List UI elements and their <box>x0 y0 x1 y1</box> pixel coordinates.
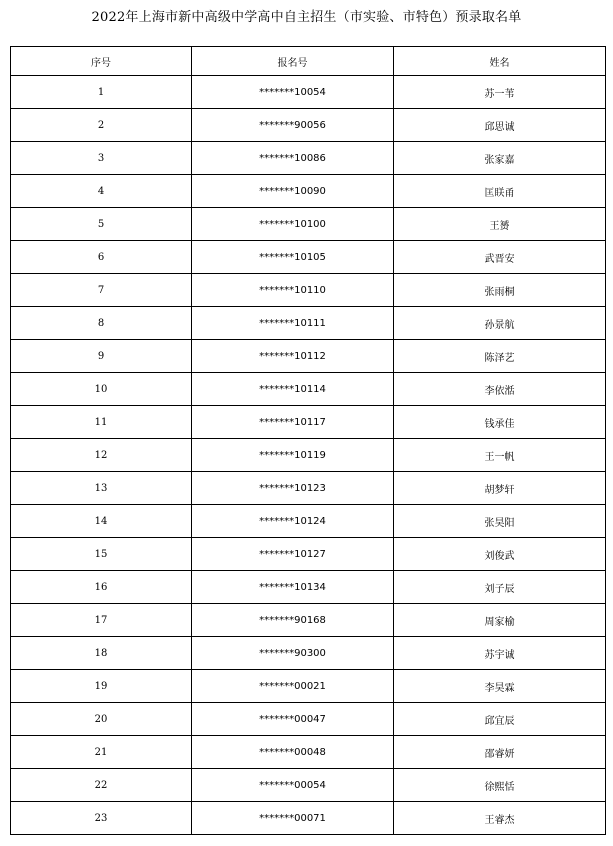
serial-cell: 18 <box>11 637 192 670</box>
table-row <box>11 538 606 571</box>
serial-cell: 5 <box>11 208 192 241</box>
registration-number-cell: *******00054 <box>192 769 394 802</box>
registration-number-cell: *******10123 <box>192 472 394 505</box>
registration-number-cell: *******10105 <box>192 241 394 274</box>
serial-cell: 20 <box>11 703 192 736</box>
serial-cell: 1 <box>11 76 192 109</box>
name-cell: 邱思诚 <box>394 109 606 142</box>
name-cell: 苏宇诚 <box>394 637 606 670</box>
table-row <box>11 109 606 142</box>
registration-number-cell: *******00021 <box>192 670 394 703</box>
serial-cell: 23 <box>11 802 192 835</box>
table-row <box>11 274 606 307</box>
name-cell: 孙景航 <box>394 307 606 340</box>
name-cell: 张雨桐 <box>394 274 606 307</box>
name-cell: 邱宜辰 <box>394 703 606 736</box>
registration-number-cell: *******00071 <box>192 802 394 835</box>
table-row <box>11 76 606 109</box>
name-cell: 武晋安 <box>394 241 606 274</box>
serial-cell: 13 <box>11 472 192 505</box>
table-row <box>11 637 606 670</box>
serial-cell: 22 <box>11 769 192 802</box>
registration-number-cell: *******10090 <box>192 175 394 208</box>
name-cell: 苏一苇 <box>394 76 606 109</box>
serial-cell: 4 <box>11 175 192 208</box>
registration-number-cell: *******10127 <box>192 538 394 571</box>
serial-cell: 19 <box>11 670 192 703</box>
table-row <box>11 406 606 439</box>
name-cell: 陈泽艺 <box>394 340 606 373</box>
table-row <box>11 769 606 802</box>
name-cell: 周家榆 <box>394 604 606 637</box>
column-header-name: 姓名 <box>394 47 606 76</box>
table-row <box>11 241 606 274</box>
admission-table <box>10 46 606 835</box>
name-cell: 王一帆 <box>394 439 606 472</box>
table-row <box>11 472 606 505</box>
name-cell: 邵睿妍 <box>394 736 606 769</box>
registration-number-cell: *******10054 <box>192 76 394 109</box>
table-row <box>11 604 606 637</box>
table-row <box>11 505 606 538</box>
registration-number-cell: *******10119 <box>192 439 394 472</box>
page-title: 2022年上海市新中高级中学高中自主招生（市实验、市特色）预录取名单 <box>91 10 522 25</box>
table-row <box>11 208 606 241</box>
serial-cell: 6 <box>11 241 192 274</box>
table-row <box>11 802 606 835</box>
name-cell: 胡梦轩 <box>394 472 606 505</box>
serial-cell: 14 <box>11 505 192 538</box>
registration-number-cell: *******10111 <box>192 307 394 340</box>
registration-number-cell: *******10086 <box>192 142 394 175</box>
name-cell: 徐熙恬 <box>394 769 606 802</box>
name-cell: 张昊阳 <box>394 505 606 538</box>
column-header-registration-number: 报名号 <box>192 47 394 76</box>
column-header-serial: 序号 <box>11 47 192 76</box>
registration-number-cell: *******90300 <box>192 637 394 670</box>
serial-cell: 8 <box>11 307 192 340</box>
table-row <box>11 373 606 406</box>
table-header <box>11 47 606 76</box>
registration-number-cell: *******10114 <box>192 373 394 406</box>
registration-number-cell: *******10110 <box>192 274 394 307</box>
serial-cell: 2 <box>11 109 192 142</box>
name-cell: 刘子辰 <box>394 571 606 604</box>
table-row <box>11 571 606 604</box>
registration-number-cell: *******00047 <box>192 703 394 736</box>
name-cell: 匡眹甬 <box>394 175 606 208</box>
name-cell: 刘俊武 <box>394 538 606 571</box>
table-row <box>11 340 606 373</box>
serial-cell: 16 <box>11 571 192 604</box>
serial-cell: 12 <box>11 439 192 472</box>
registration-number-cell: *******00048 <box>192 736 394 769</box>
registration-number-cell: *******10134 <box>192 571 394 604</box>
serial-cell: 15 <box>11 538 192 571</box>
header-row <box>11 47 606 76</box>
registration-number-cell: *******90168 <box>192 604 394 637</box>
table-row <box>11 307 606 340</box>
serial-cell: 11 <box>11 406 192 439</box>
registration-number-cell: *******10117 <box>192 406 394 439</box>
serial-cell: 10 <box>11 373 192 406</box>
name-cell: 李依湉 <box>394 373 606 406</box>
table-row <box>11 703 606 736</box>
table-row <box>11 142 606 175</box>
registration-number-cell: *******10100 <box>192 208 394 241</box>
table-row <box>11 670 606 703</box>
serial-cell: 3 <box>11 142 192 175</box>
registration-number-cell: *******10112 <box>192 340 394 373</box>
table-row <box>11 439 606 472</box>
serial-cell: 9 <box>11 340 192 373</box>
name-cell: 钱承佳 <box>394 406 606 439</box>
serial-cell: 21 <box>11 736 192 769</box>
table-body <box>11 76 606 835</box>
name-cell: 王赟 <box>394 208 606 241</box>
name-cell: 王睿杰 <box>394 802 606 835</box>
registration-number-cell: *******10124 <box>192 505 394 538</box>
table-row <box>11 175 606 208</box>
name-cell: 张家嘉 <box>394 142 606 175</box>
serial-cell: 7 <box>11 274 192 307</box>
table-row <box>11 736 606 769</box>
serial-cell: 17 <box>11 604 192 637</box>
name-cell: 李昊霖 <box>394 670 606 703</box>
registration-number-cell: *******90056 <box>192 109 394 142</box>
